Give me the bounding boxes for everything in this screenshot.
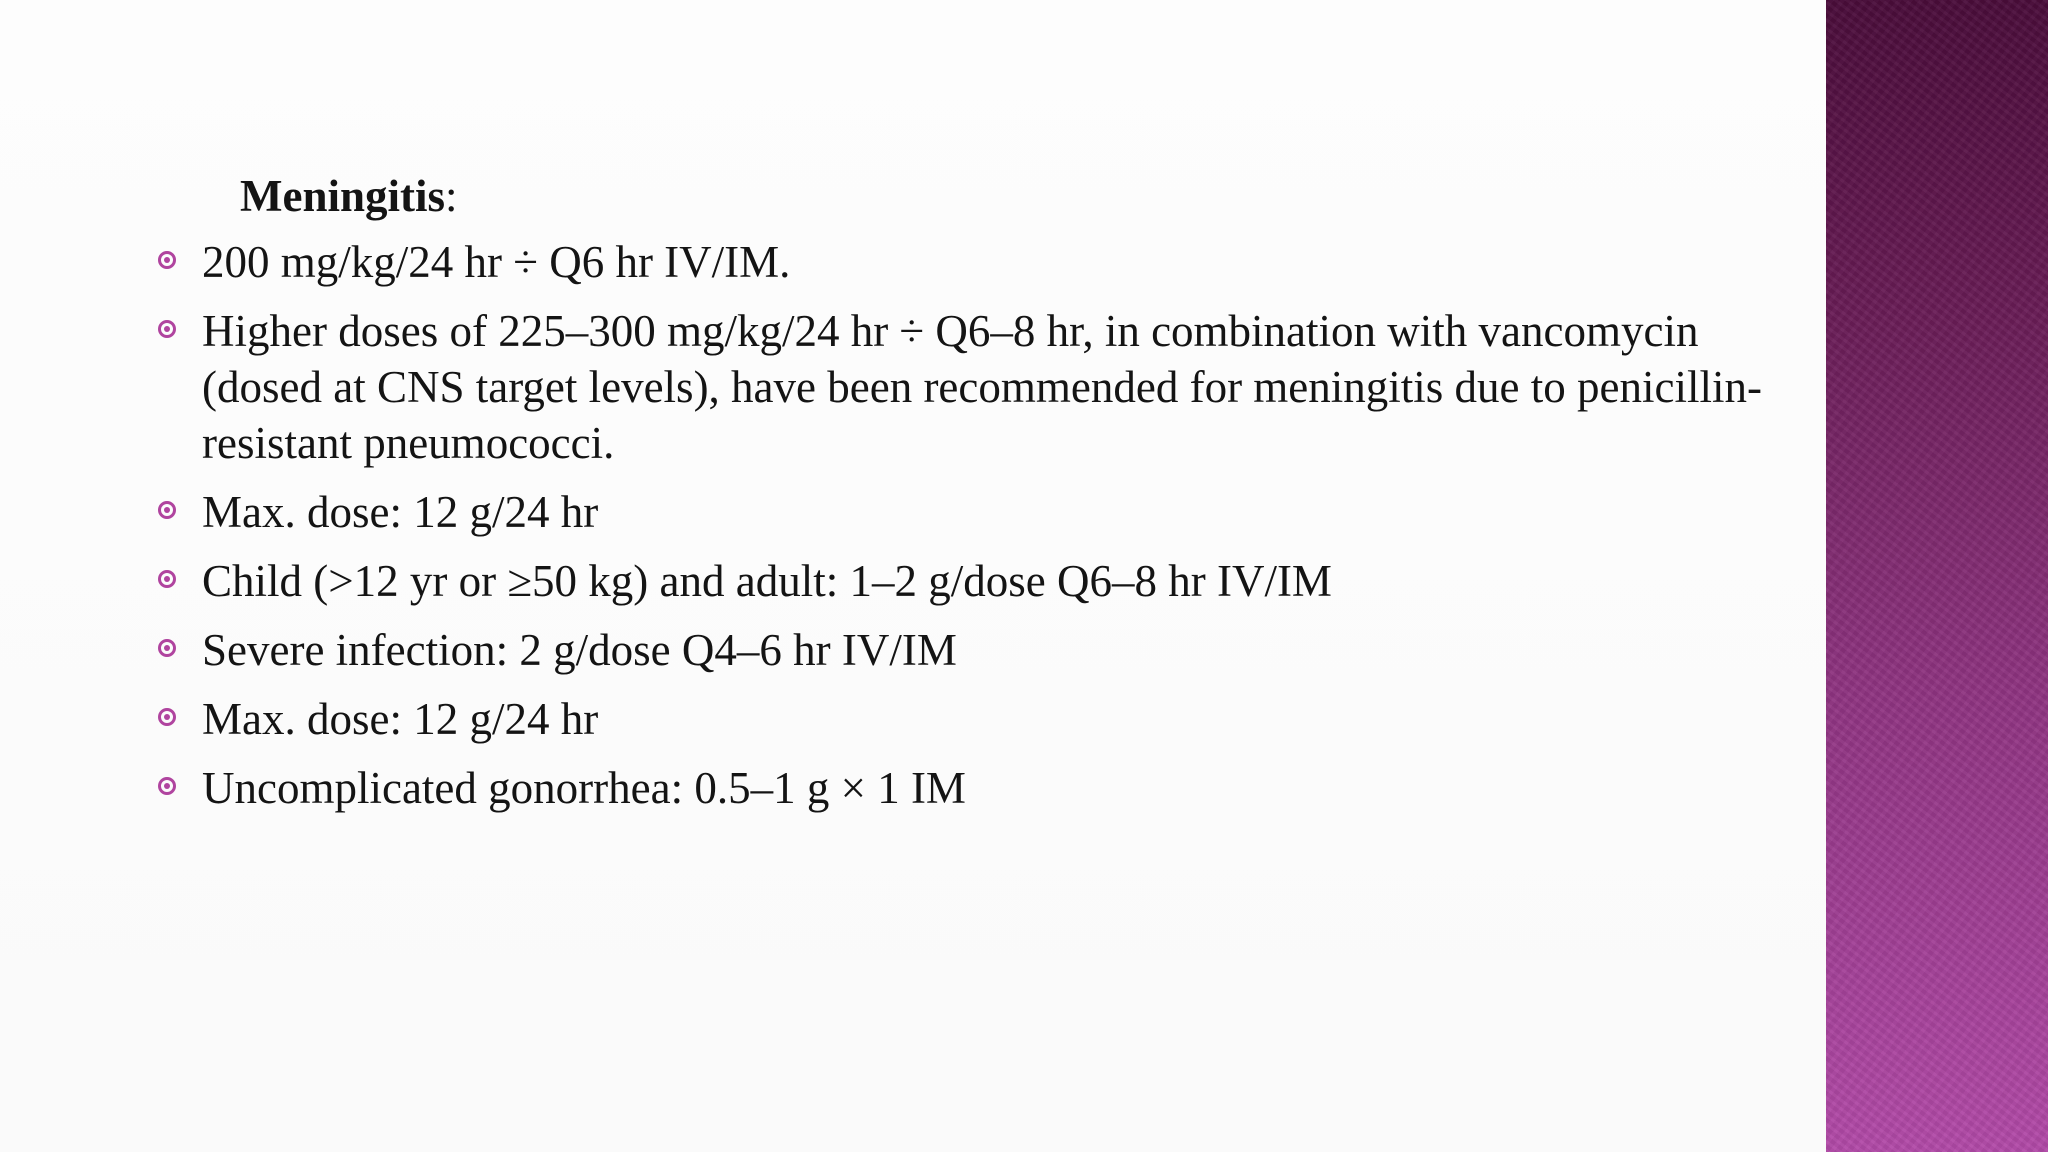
slide-heading xyxy=(240,166,1826,226)
bullet-text: Max. dose: 12 g/24 hr xyxy=(202,694,599,744)
bullet-text: 200 mg/kg/24 hr ÷ Q6 hr IV/IM. xyxy=(202,237,791,287)
bullet-text: Max. dose: 12 g/24 hr xyxy=(202,487,599,537)
list-item xyxy=(150,553,1826,609)
list-item xyxy=(150,303,1826,471)
list-item xyxy=(150,760,1826,816)
bullet-list xyxy=(150,234,1826,816)
list-item xyxy=(150,484,1826,540)
bullet-text: resistant pneumococci. xyxy=(202,418,615,468)
decorative-sidebar xyxy=(1826,0,2048,1152)
bullet-text: Higher doses of 225–300 mg/kg/24 hr ÷ Q6–8 hr, in combination with vancomycin xyxy=(202,306,1699,356)
circle-dot-bullet-icon xyxy=(158,570,176,588)
heading-suffix: : xyxy=(445,171,458,221)
circle-dot-bullet-icon xyxy=(158,501,176,519)
circle-dot-bullet-icon xyxy=(158,639,176,657)
circle-dot-bullet-icon xyxy=(158,777,176,795)
list-item xyxy=(150,691,1826,747)
circle-dot-bullet-icon xyxy=(158,251,176,269)
slide-content xyxy=(150,166,1826,829)
bullet-text: Child (>12 yr or ≥50 kg) and adult: 1–2 g/dose Q6–8 hr IV/IM xyxy=(202,556,1332,606)
list-item xyxy=(150,622,1826,678)
bullet-text: Severe infection: 2 g/dose Q4–6 hr IV/IM xyxy=(202,625,957,675)
list-item xyxy=(150,234,1826,290)
circle-dot-bullet-icon xyxy=(158,320,176,338)
heading-title: Meningitis xyxy=(240,171,446,221)
circle-dot-bullet-icon xyxy=(158,708,176,726)
bullet-text: Uncomplicated gonorrhea: 0.5–1 g × 1 IM xyxy=(202,763,966,813)
bullet-text: (dosed at CNS target levels), have been recommended for meningitis due to penicillin- xyxy=(202,362,1762,412)
